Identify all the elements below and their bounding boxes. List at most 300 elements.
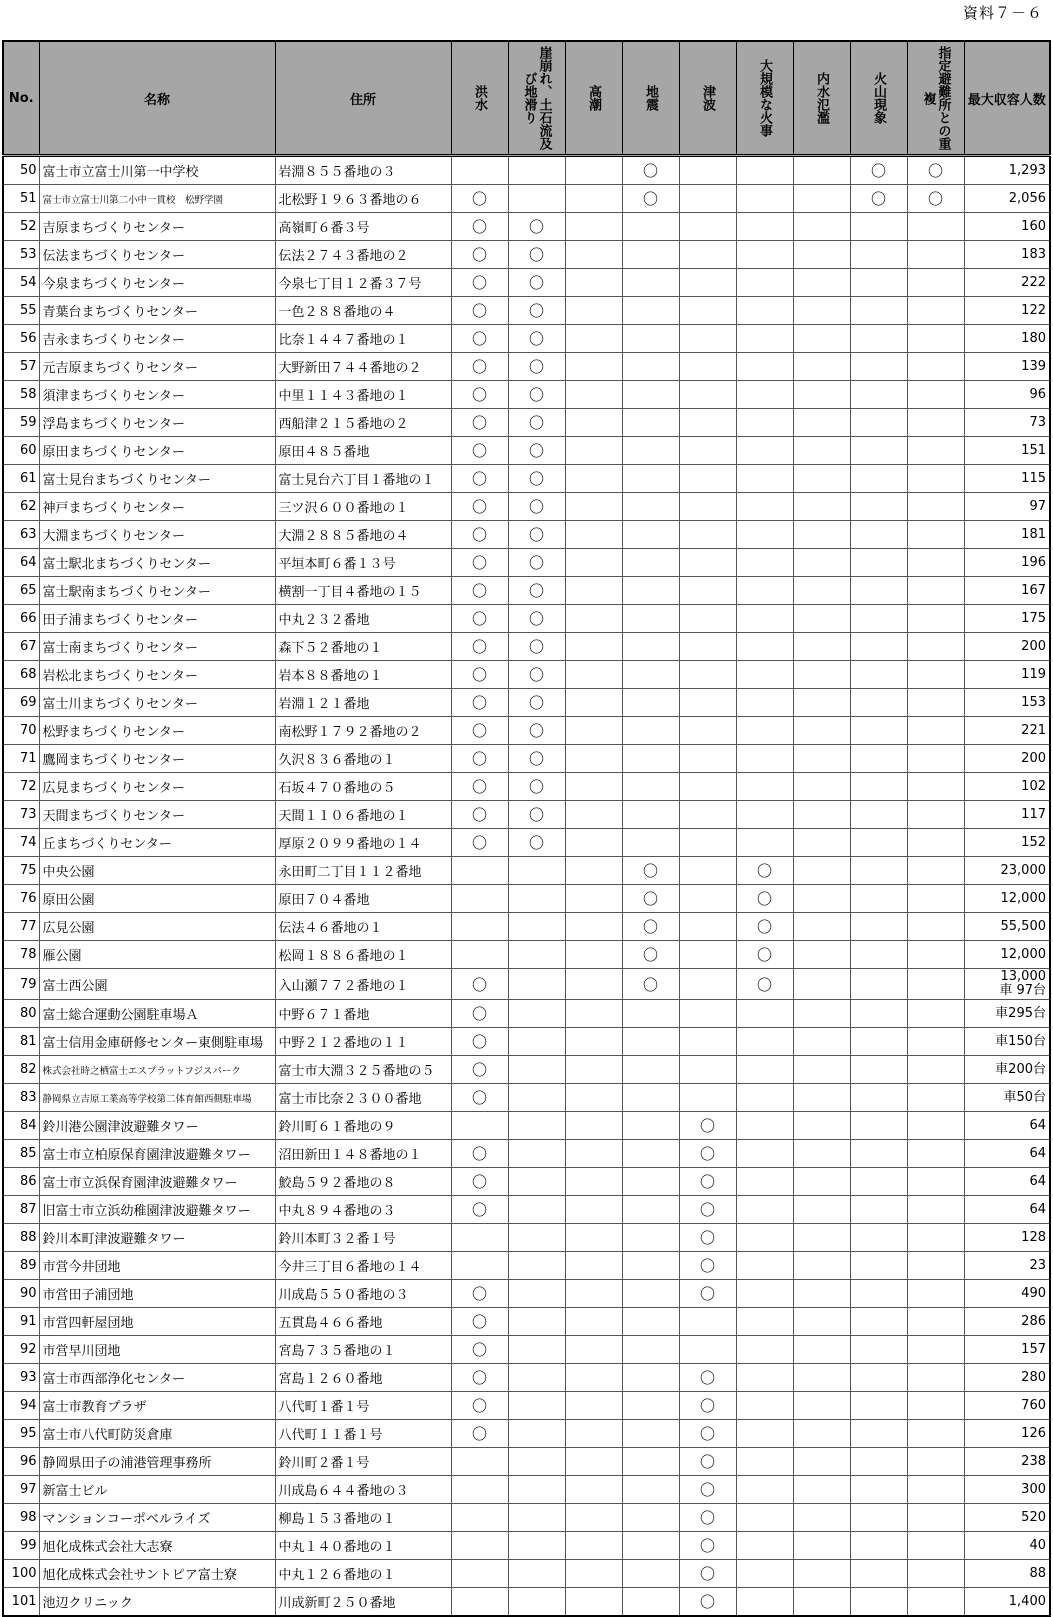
hazard-mark-cell xyxy=(508,1308,565,1336)
hazard-mark-cell: 〇 xyxy=(451,1000,508,1028)
hazard-mark-cell xyxy=(793,185,850,213)
hazard-mark-cell xyxy=(679,689,736,717)
site-address: 中里１１４３番地の１ xyxy=(275,381,451,409)
capacity-cell xyxy=(964,325,1050,353)
site-address: 鈴川町６１番地の９ xyxy=(275,1112,451,1140)
row-number: 53 xyxy=(3,241,39,269)
hazard-mark-cell: 〇 xyxy=(508,241,565,269)
site-name: 松野まちづくりセンター xyxy=(39,717,275,745)
hazard-mark-cell xyxy=(850,717,907,745)
hazard-mark-cell xyxy=(622,829,679,857)
hazard-mark-cell xyxy=(793,437,850,465)
hazard-mark-cell: 〇 xyxy=(451,1084,508,1112)
capacity-cell xyxy=(964,185,1050,213)
hazard-mark-cell xyxy=(736,1056,793,1084)
capacity-value: 車50台 xyxy=(1003,1089,1046,1105)
site-name: 富士市教育プラザ xyxy=(39,1392,275,1420)
hazard-mark-cell xyxy=(850,1420,907,1448)
capacity-cell xyxy=(964,1000,1050,1028)
row-number: 88 xyxy=(3,1224,39,1252)
capacity-cell xyxy=(964,1336,1050,1364)
capacity-cell xyxy=(964,353,1050,381)
capacity-cell xyxy=(964,1476,1050,1504)
hazard-mark-cell xyxy=(565,773,622,801)
capacity-cell xyxy=(964,885,1050,913)
hazard-mark-cell xyxy=(622,1056,679,1084)
hazard-mark-cell xyxy=(679,913,736,941)
hazard-mark-cell: 〇 xyxy=(451,1140,508,1168)
capacity-value: 200 xyxy=(1021,750,1046,766)
capacity-cell xyxy=(964,661,1050,689)
hazard-mark-cell xyxy=(622,1196,679,1224)
hazard-mark-cell: 〇 xyxy=(679,1364,736,1392)
hazard-mark-cell xyxy=(907,1056,964,1084)
hazard-mark-cell xyxy=(736,1448,793,1476)
hazard-mark-cell xyxy=(622,437,679,465)
hazard-mark-cell xyxy=(850,1000,907,1028)
hazard-mark-cell xyxy=(679,1336,736,1364)
hazard-mark-cell xyxy=(793,829,850,857)
hazard-mark-cell xyxy=(793,1000,850,1028)
hazard-mark-cell xyxy=(508,1224,565,1252)
hazard-mark-cell: 〇 xyxy=(679,1280,736,1308)
hazard-mark-cell: 〇 xyxy=(451,521,508,549)
hazard-mark-cell xyxy=(565,1252,622,1280)
hazard-mark-cell xyxy=(622,1112,679,1140)
hazard-mark-cell: 〇 xyxy=(622,941,679,969)
hazard-mark-cell xyxy=(565,1560,622,1588)
capacity-value: 238 xyxy=(1021,1453,1046,1469)
hazard-mark-cell xyxy=(451,156,508,185)
site-address: 森下５２番地の１ xyxy=(275,633,451,661)
table-row xyxy=(3,297,1050,325)
hazard-mark-cell xyxy=(736,1140,793,1168)
hazard-mark-cell xyxy=(793,745,850,773)
hazard-mark-cell: 〇 xyxy=(736,969,793,1000)
table-row xyxy=(3,353,1050,381)
hazard-mark-cell xyxy=(793,297,850,325)
site-name: 池辺クリニック xyxy=(39,1588,275,1617)
capacity-value: 117 xyxy=(1021,806,1046,822)
hazard-mark-cell xyxy=(508,1504,565,1532)
hazard-mark-cell xyxy=(679,549,736,577)
site-name: 富士市西部浄化センター xyxy=(39,1364,275,1392)
capacity-cell xyxy=(964,1588,1050,1617)
site-name: 市営田子浦団地 xyxy=(39,1280,275,1308)
table-row xyxy=(3,269,1050,297)
row-number: 82 xyxy=(3,1056,39,1084)
hazard-mark-cell xyxy=(850,941,907,969)
table-row xyxy=(3,493,1050,521)
hazard-mark-cell: 〇 xyxy=(622,913,679,941)
header-name: 名称 xyxy=(39,41,275,156)
hazard-mark-cell: 〇 xyxy=(451,325,508,353)
hazard-mark-cell xyxy=(622,801,679,829)
hazard-mark-cell: 〇 xyxy=(679,1588,736,1617)
hazard-mark-cell xyxy=(508,185,565,213)
hazard-mark-cell xyxy=(508,156,565,185)
hazard-mark-cell xyxy=(565,1224,622,1252)
capacity-value: 23 xyxy=(1029,1257,1046,1273)
hazard-mark-cell xyxy=(850,1392,907,1420)
site-address: 八代町１１番１号 xyxy=(275,1420,451,1448)
hazard-mark-cell xyxy=(850,633,907,661)
table-row xyxy=(3,829,1050,857)
table-row xyxy=(3,1336,1050,1364)
hazard-mark-cell: 〇 xyxy=(679,1532,736,1560)
site-address: 原田４８５番地 xyxy=(275,437,451,465)
site-address: 北松野１９６３番地の６ xyxy=(275,185,451,213)
hazard-mark-cell xyxy=(679,745,736,773)
table-row xyxy=(3,213,1050,241)
hazard-mark-cell xyxy=(508,1280,565,1308)
hazard-mark-cell: 〇 xyxy=(679,1476,736,1504)
hazard-mark-cell xyxy=(565,1168,622,1196)
hazard-mark-cell xyxy=(508,857,565,885)
hazard-mark-cell: 〇 xyxy=(451,1168,508,1196)
hazard-mark-cell xyxy=(508,1364,565,1392)
hazard-mark-cell xyxy=(565,633,622,661)
hazard-mark-cell xyxy=(565,969,622,1000)
hazard-mark-cell xyxy=(850,297,907,325)
site-name: マンションコーポベルライズ xyxy=(39,1504,275,1532)
hazard-mark-cell: 〇 xyxy=(508,605,565,633)
hazard-mark-cell xyxy=(565,661,622,689)
capacity-value: 64 xyxy=(1029,1201,1046,1217)
table-row xyxy=(3,689,1050,717)
hazard-mark-cell: 〇 xyxy=(451,773,508,801)
hazard-mark-cell xyxy=(565,297,622,325)
hazard-mark-cell xyxy=(793,1112,850,1140)
hazard-mark-cell xyxy=(907,1476,964,1504)
hazard-mark-cell xyxy=(508,941,565,969)
row-number: 67 xyxy=(3,633,39,661)
hazard-mark-cell xyxy=(793,1364,850,1392)
hazard-mark-cell xyxy=(793,241,850,269)
site-address: 鈴川本町３２番１号 xyxy=(275,1224,451,1252)
hazard-mark-cell xyxy=(622,549,679,577)
hazard-mark-cell xyxy=(907,857,964,885)
hazard-mark-cell xyxy=(850,605,907,633)
capacity-value: 183 xyxy=(1021,246,1046,262)
site-address: 厚原２０９９番地の１４ xyxy=(275,829,451,857)
header-volcano: 火山現象 xyxy=(850,41,907,156)
capacity-cell xyxy=(964,913,1050,941)
hazard-mark-cell xyxy=(565,1000,622,1028)
hazard-mark-cell xyxy=(736,1084,793,1112)
capacity-value: 760 xyxy=(1021,1397,1046,1413)
hazard-mark-cell xyxy=(793,773,850,801)
row-number: 58 xyxy=(3,381,39,409)
site-address: 原田７０４番地 xyxy=(275,885,451,913)
hazard-mark-cell: 〇 xyxy=(451,409,508,437)
hazard-mark-cell: 〇 xyxy=(451,1336,508,1364)
hazard-mark-cell xyxy=(907,1224,964,1252)
hazard-mark-cell xyxy=(850,1364,907,1392)
capacity-value: 車150台 xyxy=(995,1033,1046,1049)
table-row xyxy=(3,913,1050,941)
hazard-mark-cell xyxy=(850,521,907,549)
hazard-mark-cell xyxy=(850,1560,907,1588)
table-row xyxy=(3,1224,1050,1252)
capacity-cell xyxy=(964,1532,1050,1560)
capacity-value: 97 xyxy=(1029,498,1046,514)
site-address: 南松野１７９２番地の２ xyxy=(275,717,451,745)
hazard-mark-cell xyxy=(679,633,736,661)
hazard-mark-cell: 〇 xyxy=(451,717,508,745)
hazard-mark-cell: 〇 xyxy=(451,465,508,493)
hazard-mark-cell xyxy=(679,185,736,213)
site-name: 市営早川団地 xyxy=(39,1336,275,1364)
hazard-mark-cell xyxy=(679,437,736,465)
hazard-mark-cell xyxy=(793,1084,850,1112)
hazard-mark-cell xyxy=(793,577,850,605)
hazard-mark-cell xyxy=(679,661,736,689)
hazard-mark-cell: 〇 xyxy=(508,213,565,241)
hazard-mark-cell xyxy=(679,801,736,829)
site-address: 入山瀬７７２番地の１ xyxy=(275,969,451,1000)
table-row xyxy=(3,1252,1050,1280)
hazard-mark-cell xyxy=(451,1448,508,1476)
hazard-mark-cell xyxy=(736,633,793,661)
row-number: 66 xyxy=(3,605,39,633)
hazard-mark-cell xyxy=(679,381,736,409)
site-name: 神戸まちづくりセンター xyxy=(39,493,275,521)
hazard-mark-cell xyxy=(850,1532,907,1560)
hazard-mark-cell xyxy=(850,1028,907,1056)
hazard-mark-cell xyxy=(679,156,736,185)
site-address: 松岡１８８６番地の１ xyxy=(275,941,451,969)
hazard-mark-cell: 〇 xyxy=(508,297,565,325)
table-row xyxy=(3,1448,1050,1476)
capacity-value: 200 xyxy=(1021,638,1046,654)
site-name: 丘まちづくりセンター xyxy=(39,829,275,857)
hazard-mark-cell xyxy=(793,213,850,241)
hazard-mark-cell xyxy=(907,829,964,857)
hazard-mark-cell xyxy=(736,493,793,521)
hazard-mark-cell: 〇 xyxy=(451,829,508,857)
hazard-mark-cell xyxy=(451,941,508,969)
site-name: 鈴川港公園津波避難タワー xyxy=(39,1112,275,1140)
site-name: 元吉原まちづくりセンター xyxy=(39,353,275,381)
site-name: 中央公園 xyxy=(39,857,275,885)
hazard-mark-cell xyxy=(850,493,907,521)
hazard-mark-cell: 〇 xyxy=(451,661,508,689)
table-row xyxy=(3,1084,1050,1112)
hazard-mark-cell xyxy=(907,801,964,829)
row-number: 93 xyxy=(3,1364,39,1392)
hazard-mark-cell xyxy=(679,577,736,605)
hazard-mark-cell xyxy=(907,297,964,325)
table-row xyxy=(3,605,1050,633)
hazard-mark-cell: 〇 xyxy=(451,1392,508,1420)
hazard-mark-cell xyxy=(508,1000,565,1028)
header-no: No. xyxy=(3,41,39,156)
hazard-mark-cell xyxy=(793,325,850,353)
hazard-mark-cell xyxy=(622,661,679,689)
hazard-mark-cell xyxy=(907,1448,964,1476)
hazard-mark-cell: 〇 xyxy=(451,633,508,661)
hazard-mark-cell xyxy=(508,1056,565,1084)
hazard-mark-cell xyxy=(565,156,622,185)
hazard-mark-cell xyxy=(565,1448,622,1476)
hazard-mark-cell xyxy=(850,353,907,381)
hazard-mark-cell xyxy=(907,1364,964,1392)
site-address: 永田町二丁目１１２番地 xyxy=(275,857,451,885)
site-address: 中野６７１番地 xyxy=(275,1000,451,1028)
hazard-mark-cell xyxy=(508,913,565,941)
row-number: 100 xyxy=(3,1560,39,1588)
hazard-mark-cell xyxy=(622,521,679,549)
capacity-cell xyxy=(964,1084,1050,1112)
table-row xyxy=(3,1196,1050,1224)
hazard-mark-cell xyxy=(565,1028,622,1056)
site-address: 五貫島４６６番地 xyxy=(275,1308,451,1336)
site-name: 雁公園 xyxy=(39,941,275,969)
hazard-mark-cell: 〇 xyxy=(451,577,508,605)
table-row xyxy=(3,437,1050,465)
hazard-mark-cell: 〇 xyxy=(451,353,508,381)
hazard-mark-cell xyxy=(622,409,679,437)
hazard-mark-cell: 〇 xyxy=(451,297,508,325)
capacity-value: 115 xyxy=(1021,470,1046,486)
site-address: 富士市比奈２３００番地 xyxy=(275,1084,451,1112)
hazard-mark-cell: 〇 xyxy=(451,437,508,465)
hazard-mark-cell xyxy=(622,213,679,241)
hazard-mark-cell xyxy=(565,437,622,465)
hazard-mark-cell: 〇 xyxy=(679,1196,736,1224)
row-number: 76 xyxy=(3,885,39,913)
hazard-mark-cell xyxy=(850,829,907,857)
capacity-cell xyxy=(964,1560,1050,1588)
site-name: 大淵まちづくりセンター xyxy=(39,521,275,549)
row-number: 80 xyxy=(3,1000,39,1028)
hazard-mark-cell xyxy=(850,801,907,829)
hazard-mark-cell xyxy=(850,913,907,941)
hazard-mark-cell: 〇 xyxy=(622,185,679,213)
capacity-cell xyxy=(964,241,1050,269)
capacity-value: 128 xyxy=(1021,1229,1046,1245)
table-row xyxy=(3,1168,1050,1196)
hazard-mark-cell xyxy=(565,213,622,241)
hazard-mark-cell xyxy=(907,633,964,661)
hazard-mark-cell: 〇 xyxy=(451,1196,508,1224)
capacity-cell xyxy=(964,1308,1050,1336)
hazard-mark-cell: 〇 xyxy=(451,605,508,633)
hazard-mark-cell xyxy=(907,941,964,969)
table-row xyxy=(3,941,1050,969)
hazard-mark-cell xyxy=(565,1140,622,1168)
hazard-mark-cell xyxy=(622,1588,679,1617)
hazard-mark-cell xyxy=(622,633,679,661)
site-name: 株式会社時之栖富士エスプラットフジスパーク xyxy=(39,1056,275,1084)
hazard-mark-cell xyxy=(679,1000,736,1028)
header-tsunami: 津波 xyxy=(679,41,736,156)
row-number: 92 xyxy=(3,1336,39,1364)
site-name: 伝法まちづくりセンター xyxy=(39,241,275,269)
hazard-mark-cell xyxy=(793,549,850,577)
site-name: 市営今井団地 xyxy=(39,1252,275,1280)
hazard-mark-cell: 〇 xyxy=(508,465,565,493)
hazard-mark-cell xyxy=(622,1364,679,1392)
hazard-mark-cell: 〇 xyxy=(679,1224,736,1252)
row-number: 60 xyxy=(3,437,39,465)
hazard-mark-cell xyxy=(736,1168,793,1196)
hazard-mark-cell xyxy=(622,1028,679,1056)
hazard-mark-cell xyxy=(565,353,622,381)
site-address: 三ツ沢６００番地の１ xyxy=(275,493,451,521)
hazard-mark-cell xyxy=(451,1504,508,1532)
hazard-mark-cell xyxy=(850,1308,907,1336)
row-number: 61 xyxy=(3,465,39,493)
table-row xyxy=(3,325,1050,353)
hazard-mark-cell: 〇 xyxy=(451,1308,508,1336)
hazard-mark-cell xyxy=(793,409,850,437)
hazard-mark-cell xyxy=(907,1308,964,1336)
capacity-value: 181 xyxy=(1021,526,1046,542)
capacity-value: 152 xyxy=(1021,834,1046,850)
hazard-mark-cell xyxy=(850,661,907,689)
table-row xyxy=(3,1028,1050,1056)
hazard-mark-cell xyxy=(622,689,679,717)
site-name: 静岡県立吉原工業高等学校第二体育館西側駐車場 xyxy=(39,1084,275,1112)
hazard-mark-cell: 〇 xyxy=(508,269,565,297)
hazard-mark-cell xyxy=(907,1000,964,1028)
hazard-mark-cell xyxy=(793,801,850,829)
hazard-mark-cell xyxy=(907,1336,964,1364)
hazard-mark-cell xyxy=(736,465,793,493)
site-name: 広見公園 xyxy=(39,913,275,941)
hazard-mark-cell xyxy=(622,745,679,773)
row-number: 98 xyxy=(3,1504,39,1532)
table-row xyxy=(3,185,1050,213)
hazard-mark-cell xyxy=(736,213,793,241)
site-name: 原田公園 xyxy=(39,885,275,913)
table-row xyxy=(3,1560,1050,1588)
site-name: 富士市八代町防災倉庫 xyxy=(39,1420,275,1448)
hazard-mark-cell xyxy=(565,717,622,745)
hazard-mark-cell: 〇 xyxy=(679,1252,736,1280)
hazard-mark-cell: 〇 xyxy=(508,633,565,661)
table-row xyxy=(3,773,1050,801)
hazard-mark-cell xyxy=(679,213,736,241)
hazard-mark-cell xyxy=(907,577,964,605)
table-row xyxy=(3,1000,1050,1028)
hazard-mark-cell xyxy=(679,773,736,801)
site-address: 岩淵８５５番地の３ xyxy=(275,156,451,185)
hazard-mark-cell xyxy=(850,1224,907,1252)
hazard-mark-cell xyxy=(850,269,907,297)
hazard-mark-cell: 〇 xyxy=(508,745,565,773)
hazard-mark-cell xyxy=(907,409,964,437)
row-number: 73 xyxy=(3,801,39,829)
row-number: 78 xyxy=(3,941,39,969)
hazard-mark-cell xyxy=(907,493,964,521)
hazard-mark-cell xyxy=(793,1168,850,1196)
hazard-mark-cell xyxy=(451,1224,508,1252)
row-number: 89 xyxy=(3,1252,39,1280)
hazard-mark-cell xyxy=(451,1476,508,1504)
site-name: 青葉台まちづくりセンター xyxy=(39,297,275,325)
row-number: 57 xyxy=(3,353,39,381)
hazard-mark-cell xyxy=(907,1168,964,1196)
hazard-mark-cell xyxy=(508,969,565,1000)
capacity-cell xyxy=(964,269,1050,297)
site-address: 大淵２８８５番地の４ xyxy=(275,521,451,549)
hazard-mark-cell xyxy=(907,1112,964,1140)
capacity-cell xyxy=(964,1168,1050,1196)
row-number: 95 xyxy=(3,1420,39,1448)
